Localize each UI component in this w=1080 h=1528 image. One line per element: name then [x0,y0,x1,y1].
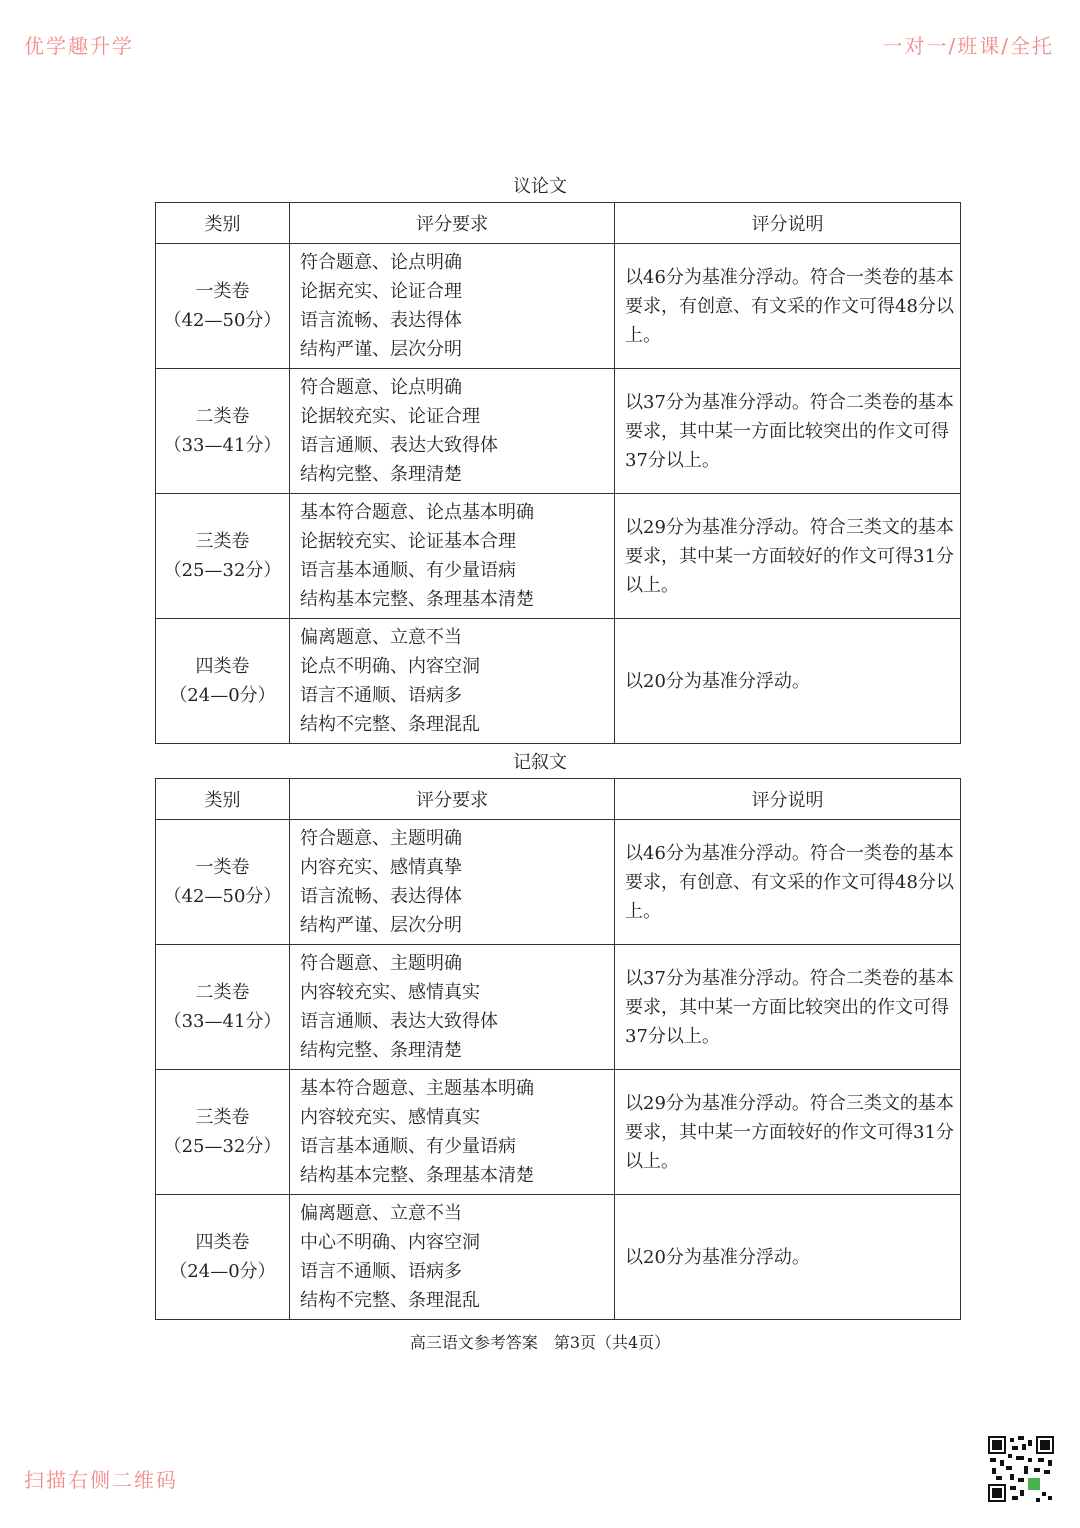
requirement-cell [290,820,615,945]
requirement-line: 论据较充实、论证合理 [300,406,480,427]
note-cell: 以37分为基准分浮动。符合二类卷的基本要求，其中某一方面比较突出的作文可得37分以上。 [615,369,961,494]
requirement-line: 符合题意、论点明确 [300,377,462,398]
table-row [156,369,961,494]
requirement-line: 结构完整、条理清楚 [300,464,462,485]
note-cell: 以46分为基准分浮动。符合一类卷的基本要求，有创意、有文采的作文可得48分以上。 [615,820,961,945]
requirement-line: 内容充实、感情真挚 [300,857,462,878]
requirement-line: 语言基本通顺、有少量语病 [300,1136,516,1157]
requirement-cell [290,619,615,744]
table-row [156,1195,961,1320]
table-row [156,1070,961,1195]
note-cell: 以20分为基准分浮动。 [615,1195,961,1320]
argumentative-rubric-table [155,202,961,744]
requirement-line: 符合题意、论点明确 [300,252,462,273]
category-name: 三类卷 [195,531,250,552]
requirement-line: 偏离题意、立意不当 [300,1203,462,1224]
requirement-line: 结构基本完整、条理基本清楚 [300,1165,534,1186]
requirement-cell [290,945,615,1070]
category-name: 二类卷 [195,406,250,427]
requirement-cell [290,1070,615,1195]
requirement-cell [290,369,615,494]
requirement-cell [290,1195,615,1320]
page-footer: 高三语文参考答案 第3页（共4页） [409,1333,671,1352]
header-requirement: 评分要求 [290,779,615,820]
watermark-bottom-left: 扫描右侧二维码 [24,1468,178,1492]
requirement-cell [290,244,615,369]
header-note: 评分说明 [615,779,961,820]
category-cell [156,369,290,494]
header-requirement: 评分要求 [290,203,615,244]
requirement-cell [290,494,615,619]
table-row [156,244,961,369]
category-score-range: （42—50分） [163,310,282,331]
note-cell: 以29分为基准分浮动。符合三类文的基本要求，其中某一方面较好的作文可得31分以上。 [615,494,961,619]
requirement-line: 语言流畅、表达得体 [300,886,462,907]
section-title-narrative: 记叙文 [513,752,567,773]
requirement-line: 语言不通顺、语病多 [300,1261,462,1282]
table-row [156,494,961,619]
category-cell [156,945,290,1070]
requirement-line: 语言通顺、表达大致得体 [300,435,498,456]
category-score-range: （33—41分） [163,1011,282,1032]
qr-code-icon[interactable] [988,1436,1054,1502]
category-name: 一类卷 [195,857,250,878]
requirement-line: 结构完整、条理清楚 [300,1040,462,1061]
requirement-line: 论点不明确、内容空洞 [300,656,480,677]
table-header-row [156,203,961,244]
category-score-range: （25—32分） [163,1136,282,1157]
requirement-line: 结构严谨、层次分明 [300,915,462,936]
category-cell [156,1070,290,1195]
category-name: 四类卷 [195,1232,250,1253]
note-cell: 以29分为基准分浮动。符合三类文的基本要求，其中某一方面较好的作文可得31分以上。 [615,1070,961,1195]
requirement-line: 语言通顺、表达大致得体 [300,1011,498,1032]
category-cell [156,1195,290,1320]
category-name: 一类卷 [195,281,250,302]
category-name: 三类卷 [195,1107,250,1128]
requirement-line: 偏离题意、立意不当 [300,627,462,648]
note-cell: 以46分为基准分浮动。符合一类卷的基本要求，有创意、有文采的作文可得48分以上。 [615,244,961,369]
requirement-line: 内容较充实、感情真实 [300,1107,480,1128]
category-score-range: （24—0分） [169,685,276,706]
category-score-range: （24—0分） [169,1261,276,1282]
requirement-line: 结构严谨、层次分明 [300,339,462,360]
requirement-line: 符合题意、主题明确 [300,828,462,849]
table-row [156,619,961,744]
category-cell [156,820,290,945]
table-header-row [156,779,961,820]
note-cell: 以37分为基准分浮动。符合二类卷的基本要求，其中某一方面比较突出的作文可得37分以上。 [615,945,961,1070]
header-note: 评分说明 [615,203,961,244]
requirement-line: 基本符合题意、主题基本明确 [300,1078,534,1099]
requirement-line: 结构不完整、条理混乱 [300,714,480,735]
watermark-top-left: 优学趣升学 [24,34,134,58]
requirement-line: 结构不完整、条理混乱 [300,1290,480,1311]
requirement-line: 语言流畅、表达得体 [300,310,462,331]
narrative-rubric-table [155,778,961,1320]
category-cell [156,619,290,744]
category-score-range: （25—32分） [163,560,282,581]
category-name: 四类卷 [195,656,250,677]
requirement-line: 中心不明确、内容空洞 [300,1232,480,1253]
requirement-line: 语言基本通顺、有少量语病 [300,560,516,581]
category-name: 二类卷 [195,982,250,1003]
watermark-top-right: 一对一/班课/全托 [882,34,1054,58]
requirement-line: 结构基本完整、条理基本清楚 [300,589,534,610]
category-score-range: （33—41分） [163,435,282,456]
requirement-line: 内容较充实、感情真实 [300,982,480,1003]
requirement-line: 符合题意、主题明确 [300,953,462,974]
requirement-line: 论据充实、论证合理 [300,281,462,302]
category-cell [156,244,290,369]
header-category: 类别 [156,779,290,820]
table-row [156,945,961,1070]
header-category: 类别 [156,203,290,244]
note-cell: 以20分为基准分浮动。 [615,619,961,744]
requirement-line: 语言不通顺、语病多 [300,685,462,706]
requirement-line: 论据较充实、论证基本合理 [300,531,516,552]
category-score-range: （42—50分） [163,886,282,907]
category-cell [156,494,290,619]
requirement-line: 基本符合题意、论点基本明确 [300,502,534,523]
table-row [156,820,961,945]
section-title-argumentative: 议论文 [513,176,567,197]
